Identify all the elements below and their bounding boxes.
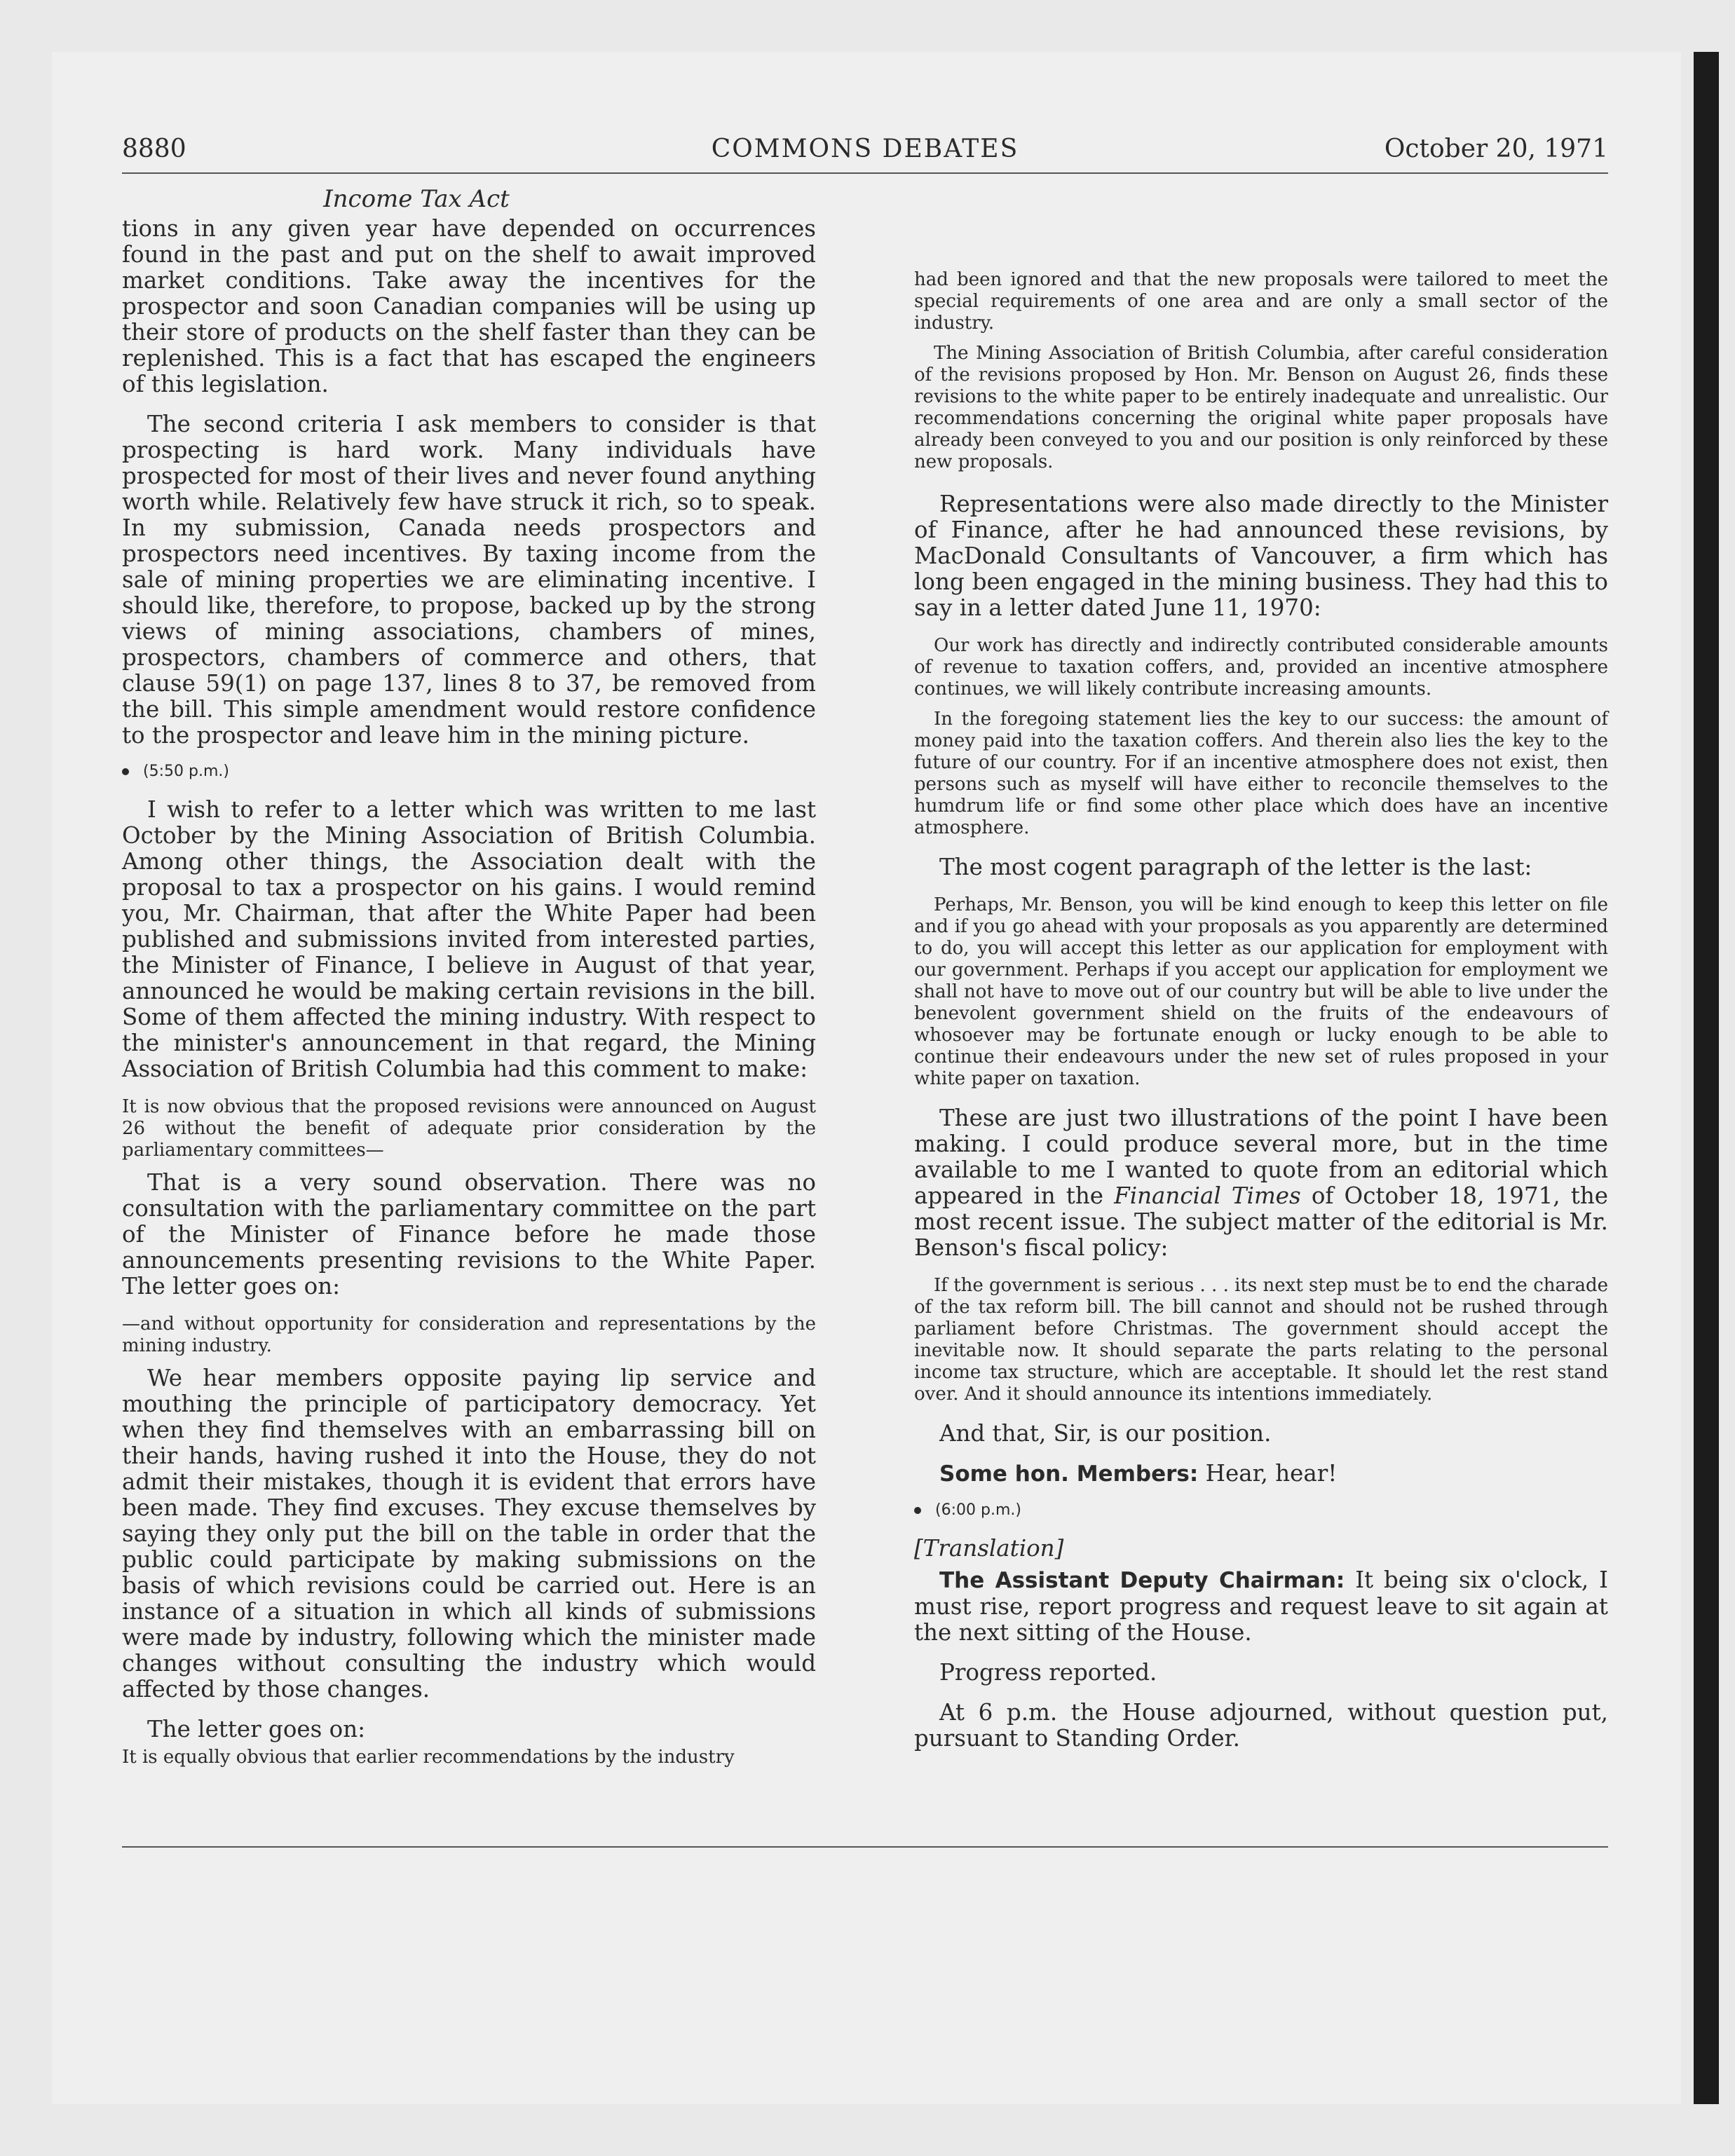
time-label: (5:50 p.m.) — [143, 763, 229, 780]
time-marker — [122, 763, 816, 780]
quotation: In the foregoing statement lies the key to our success: the amount of money paid into the taxation coffers. And therein also lies the key to the future of our country. For if an incentive atmosphere does not exist, then persons such as myself will have either to reconcile themselves to the humdrum life or find some other place which does have an incentive atmosphere. — [914, 709, 1608, 838]
speech-text: It being six o'clock, I must rise, report progress and request leave to sit again at the next sitting of the House. — [914, 1567, 1608, 1646]
quotation: Perhaps, Mr. Benson, you will be kind enough to keep this letter on file and if you go ahead with your proposals as you apparently are determined to do, you will accept this letter as our application for employment with our government. Perhaps if you accept our application for employment we shall not have to move out of our country but will be able to live under the benevolent government shield on the fruits of the endeavours of whosoever may be fortunate enough or lucky enough to be able to continue their endeavours under the new set of rules proposed in your white paper on taxation. — [914, 894, 1608, 1089]
publication-name: Financial Times — [1114, 1182, 1301, 1209]
quotation: If the government is serious . . . its next step must be to end the charade of the tax reform bill. The bill cannot and should not be rushed through parliament before Christmas. The government should accept the inevitable now. It should separate the parts relating to the personal income tax structure, which are acceptable. It should let the rest stand over. And it should announce its intentions immediately. — [914, 1275, 1608, 1405]
quotation: The Mining Association of British Columbia, after careful consideration of the revisions proposed by Hon. Mr. Benson on August 26, finds these revisions to the white paper to be entirely inadequate and unrealistic. Our recommendations concerning the original white paper proposals have already been conveyed to you and our position is only reinforced by these new proposals. — [914, 343, 1608, 472]
paragraph — [914, 1461, 1608, 1487]
bullet-icon — [914, 1507, 921, 1514]
right-column — [914, 269, 1608, 1766]
quotation: It is equally obvious that earlier recommendations by the industry — [122, 1747, 735, 1768]
time-marker — [914, 1501, 1608, 1519]
text-run: These are just two illustrations of the point I have been making. I could produce several more, but in the time available to me I wanted to quote from an editorial which appeared in the — [914, 1105, 1608, 1209]
text-run: of October 18, 1971, the most recent issue. The subject matter of the editorial is Mr. Benson's fiscal policy: — [914, 1182, 1608, 1261]
paragraph: The second criteria I ask members to consider is that prospecting is hard work. Many individuals have prospected for most of their lives and never found anything worth while. Relatively few have struck it rich, so to speak. In my submission, Canada needs prospectors and prospectors need incentives. By taxing income from the sale of mining properties we are eliminating incentive. I should like, therefore, to propose, backed up by the strong views of mining associations, chambers of mines, prospectors, chambers of commerce and others, that clause 59(1) on page 137, lines 8 to 37, be removed from the bill. This simple amendment would restore confidence to the prospector and leave him in the mining picture. — [122, 411, 816, 749]
bullet-icon — [122, 768, 129, 775]
quotation: —and without opportunity for consideration and representations by the mining industry. — [122, 1314, 816, 1356]
paragraph: Representations were also made directly to the Minister of Finance, after he had announced these revisions, by MacDonald Consultants of Vancouver, a firm which has long been engaged in the mining business. They had this to say in a letter dated June 11, 1970: — [914, 491, 1608, 621]
page-header — [122, 129, 1608, 174]
scan-edge-bar — [1694, 52, 1719, 2104]
left-column — [122, 185, 816, 1777]
time-label: (6:00 p.m.) — [935, 1501, 1021, 1519]
translation-marker: [Translation] — [914, 1535, 1064, 1562]
paragraph: tions in any given year have depended on occurrences found in the past and put on the shelf to await improved market conditions. Take away the incentives for the prospector and soon Canadian companies will be using up their store of products on the shelf faster than they can be replenished. This is a fact that has escaped the engineers of this legislation. — [122, 215, 816, 397]
speech-text: Hear, hear! — [1205, 1460, 1338, 1487]
paragraph: That is a very sound observation. There was no consultation with the parliamentary committee on the part of the Minister of Finance before he made those announcements presenting revisions to the White Paper. The letter goes on: — [122, 1169, 816, 1299]
paragraph: The most cogent paragraph of the letter is the last: — [939, 854, 1532, 880]
page-content — [122, 129, 1608, 2063]
scanned-page — [52, 52, 1681, 2104]
paragraph: We hear members opposite paying lip service and mouthing the principle of participatory democracy. Yet when they find themselves with an embarrassing bill on their hands, having rushed it into the House, they do not admit their mistakes, though it is evident that errors have been made. They find excuses. They excuse themselves by saying they only put the bill on the table in order that the public could participate by making submissions on the basis of which revisions could be carried out. Here is an instance of a situation in which all kinds of submissions were made by industry, following which the minister made changes without consulting the industry which would affected by those changes. — [122, 1365, 816, 1703]
speaker-name: The Assistant Deputy Chairman: — [939, 1568, 1345, 1593]
paragraph: At 6 p.m. the House adjourned, without question put, pursuant to Standing Order. — [914, 1699, 1608, 1752]
section-title: Income Tax Act — [323, 185, 510, 213]
paragraph: And that, Sir, is our position. — [939, 1420, 1272, 1447]
page-date: October 20, 1971 — [1384, 135, 1608, 163]
footer-rule — [122, 1846, 1608, 1848]
paragraph: The letter goes on: — [147, 1716, 366, 1742]
quotation: It is now obvious that the proposed revisions were announced on August 26 without the benefit of adequate prior consideration by the parliamentary committees— — [122, 1096, 816, 1161]
paragraph: I wish to refer to a letter which was written to me last October by the Mining Association of British Columbia. Among other things, the Association dealt with the proposal to tax a prospector on his gains. I would remind you, Mr. Chairman, that after the White Paper had been published and submissions invited from interested parties, the Minister of Finance, I believe in August of that year, announced he would be making certain revisions in the bill. Some of them affected the mining industry. With respect to the minister's announcement in that regard, the Mining Association of British Columbia had this comment to make: — [122, 796, 816, 1082]
paragraph: Progress reported. — [939, 1659, 1157, 1686]
quotation: Our work has directly and indirectly contributed considerable amounts of revenue to taxation coffers, and, provided an incentive atmosphere continues, we will likely contribute increasing amounts. — [914, 635, 1608, 700]
paragraph — [914, 1567, 1608, 1646]
page-number: 8880 — [122, 135, 186, 163]
paragraph — [914, 1105, 1608, 1261]
quotation: had been ignored and that the new proposals were tailored to meet the special requirements of one area and are only a small sector of the industry. — [914, 269, 1608, 334]
publication-title: COMMONS DEBATES — [711, 135, 1019, 163]
speaker-name: Some hon. Members: — [939, 1461, 1199, 1487]
